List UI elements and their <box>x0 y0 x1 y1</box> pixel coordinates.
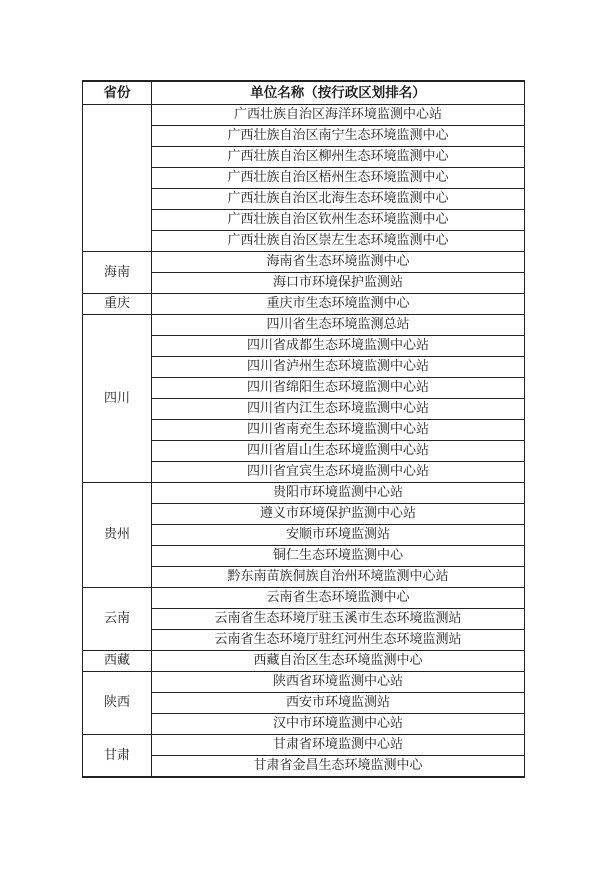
unit-column-header: 单位名称（按行政区划排名） <box>152 81 525 105</box>
unit-name-cell: 广西壮族自治区钦州生态环境监测中心 <box>152 210 525 231</box>
unit-name-cell: 广西壮族自治区北海生态环境监测中心 <box>152 189 525 210</box>
unit-name-cell: 四川省宜宾生态环境监测中心站 <box>152 462 525 483</box>
table-header-row <box>83 81 525 105</box>
unit-name-cell: 西安市环境监测站 <box>152 693 525 714</box>
unit-name-cell: 四川省成都生态环境监测中心站 <box>152 336 525 357</box>
unit-name-cell: 四川省泸州生态环境监测中心站 <box>152 357 525 378</box>
unit-name-cell: 云南省生态环境厅驻玉溪市生态环境监测站 <box>152 609 525 630</box>
province-cell: 四川 <box>83 315 152 483</box>
table-row <box>83 252 525 273</box>
unit-name-cell: 四川省绵阳生态环境监测中心站 <box>152 378 525 399</box>
province-column-header: 省份 <box>83 81 152 105</box>
unit-name-cell: 云南省生态环境监测中心 <box>152 588 525 609</box>
unit-name-cell: 广西壮族自治区南宁生态环境监测中心 <box>152 126 525 147</box>
table-body <box>83 105 525 778</box>
unit-name-cell: 广西壮族自治区柳州生态环境监测中心 <box>152 147 525 168</box>
unit-name-cell: 铜仁生态环境监测中心 <box>152 546 525 567</box>
unit-name-cell: 汉中市环境监测中心站 <box>152 714 525 735</box>
unit-name-cell: 海口市环境保护监测站 <box>152 273 525 294</box>
province-cell <box>83 105 152 252</box>
table-row <box>83 315 525 336</box>
monitoring-stations-table <box>82 80 525 778</box>
table-row <box>83 672 525 693</box>
table-row <box>83 735 525 756</box>
province-cell: 海南 <box>83 252 152 294</box>
unit-name-cell: 四川省南充生态环境监测中心站 <box>152 420 525 441</box>
table-row <box>83 294 525 315</box>
table-row <box>83 105 525 126</box>
unit-name-cell: 广西壮族自治区崇左生态环境监测中心 <box>152 231 525 252</box>
province-cell: 陕西 <box>83 672 152 735</box>
table-row <box>83 588 525 609</box>
unit-name-cell: 贵阳市环境监测中心站 <box>152 483 525 504</box>
unit-name-cell: 广西壮族自治区梧州生态环境监测中心 <box>152 168 525 189</box>
unit-name-cell: 黔东南苗族侗族自治州环境监测中心站 <box>152 567 525 588</box>
unit-name-cell: 安顺市环境监测站 <box>152 525 525 546</box>
unit-name-cell: 西藏自治区生态环境监测中心 <box>152 651 525 672</box>
unit-name-cell: 云南省生态环境厅驻红河州生态环境监测站 <box>152 630 525 651</box>
unit-name-cell: 海南省生态环境监测中心 <box>152 252 525 273</box>
unit-name-cell: 重庆市生态环境监测中心 <box>152 294 525 315</box>
unit-name-cell: 遵义市环境保护监测中心站 <box>152 504 525 525</box>
province-cell: 甘肃 <box>83 735 152 778</box>
province-cell: 西藏 <box>83 651 152 672</box>
unit-name-cell: 甘肃省金昌生态环境监测中心 <box>152 756 525 778</box>
province-cell: 重庆 <box>83 294 152 315</box>
unit-name-cell: 四川省内江生态环境监测中心站 <box>152 399 525 420</box>
unit-name-cell: 四川省生态环境监测总站 <box>152 315 525 336</box>
unit-name-cell: 甘肃省环境监测中心站 <box>152 735 525 756</box>
unit-name-cell: 陕西省环境监测中心站 <box>152 672 525 693</box>
table-row <box>83 651 525 672</box>
unit-name-cell: 广西壮族自治区海洋环境监测中心站 <box>152 105 525 126</box>
province-cell: 贵州 <box>83 483 152 588</box>
unit-name-cell: 四川省眉山生态环境监测中心站 <box>152 441 525 462</box>
province-cell: 云南 <box>83 588 152 651</box>
table-row <box>83 483 525 504</box>
